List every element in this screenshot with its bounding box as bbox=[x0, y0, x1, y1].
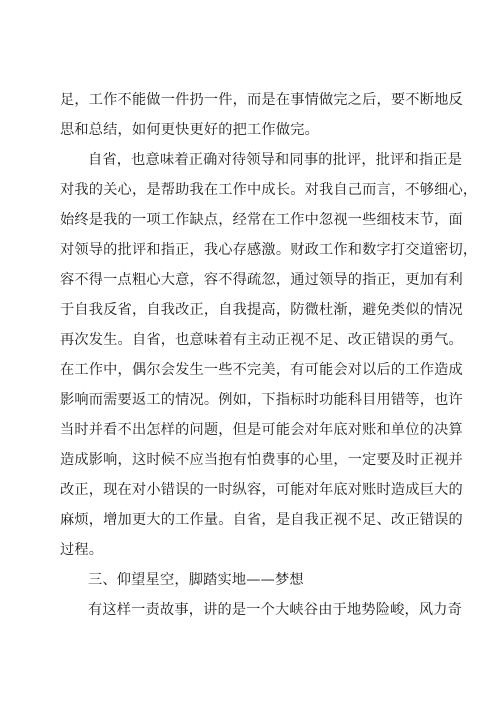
body-line: 思和总结，如何更快更好的把工作做完。 bbox=[60, 122, 319, 138]
body-line: 对领导的批评和指正，我心存感激。财政工作和数字打交道密切， bbox=[60, 242, 478, 258]
paragraph-start-line: 自省，也意味着正确对待领导和同事的批评，批评和指正是 bbox=[88, 152, 463, 168]
body-line: 始终是我的一项工作缺点，经常在工作中忽视一些细枝末节，面 bbox=[60, 212, 463, 228]
body-line: 影响而需要返工的情况。例如，下指标时功能科目用错等，也许 bbox=[60, 392, 463, 408]
body-line: 造成影响，这时候不应当抱有怕费事的心里，一定要及时正视并 bbox=[60, 452, 463, 468]
paragraph-start-line: 有这样一责故事，讲的是一个大峡谷由于地势险峻，风力奇 bbox=[88, 602, 463, 618]
body-line: 再次发生。自省，也意味着有主动正视不足、改正错误的勇气。 bbox=[60, 332, 463, 348]
body-line: 当时并看不出怎样的问题，但是可能会对年底对账和单位的决算 bbox=[60, 422, 463, 438]
body-line: 过程。 bbox=[60, 542, 104, 558]
body-line: 对我的关心，是帮助我在工作中成长。对我自己而言，不够细心， bbox=[60, 182, 478, 198]
body-line: 麻烦，增加更大的工作量。自省，是自我正视不足、改正错误的 bbox=[60, 512, 463, 528]
body-line: 足，工作不能做一件扔一件，而是在事情做完之后，要不断地反 bbox=[60, 92, 463, 108]
body-line: 在工作中，偶尔会发生一些不完美，有可能会对以后的工作造成 bbox=[60, 362, 463, 378]
body-line: 改正，现在对小错误的一时纵容，可能对年底对账时造成巨大的 bbox=[60, 482, 463, 498]
body-line: 容不得一点粗心大意，容不得疏忽，通过领导的指正，更加有利 bbox=[60, 272, 463, 288]
section-heading: 三、仰望星空，脚踏实地——梦想 bbox=[88, 572, 304, 588]
body-line: 于自我反省，自我改正，自我提高，防微杜渐，避免类似的情况 bbox=[60, 302, 463, 318]
